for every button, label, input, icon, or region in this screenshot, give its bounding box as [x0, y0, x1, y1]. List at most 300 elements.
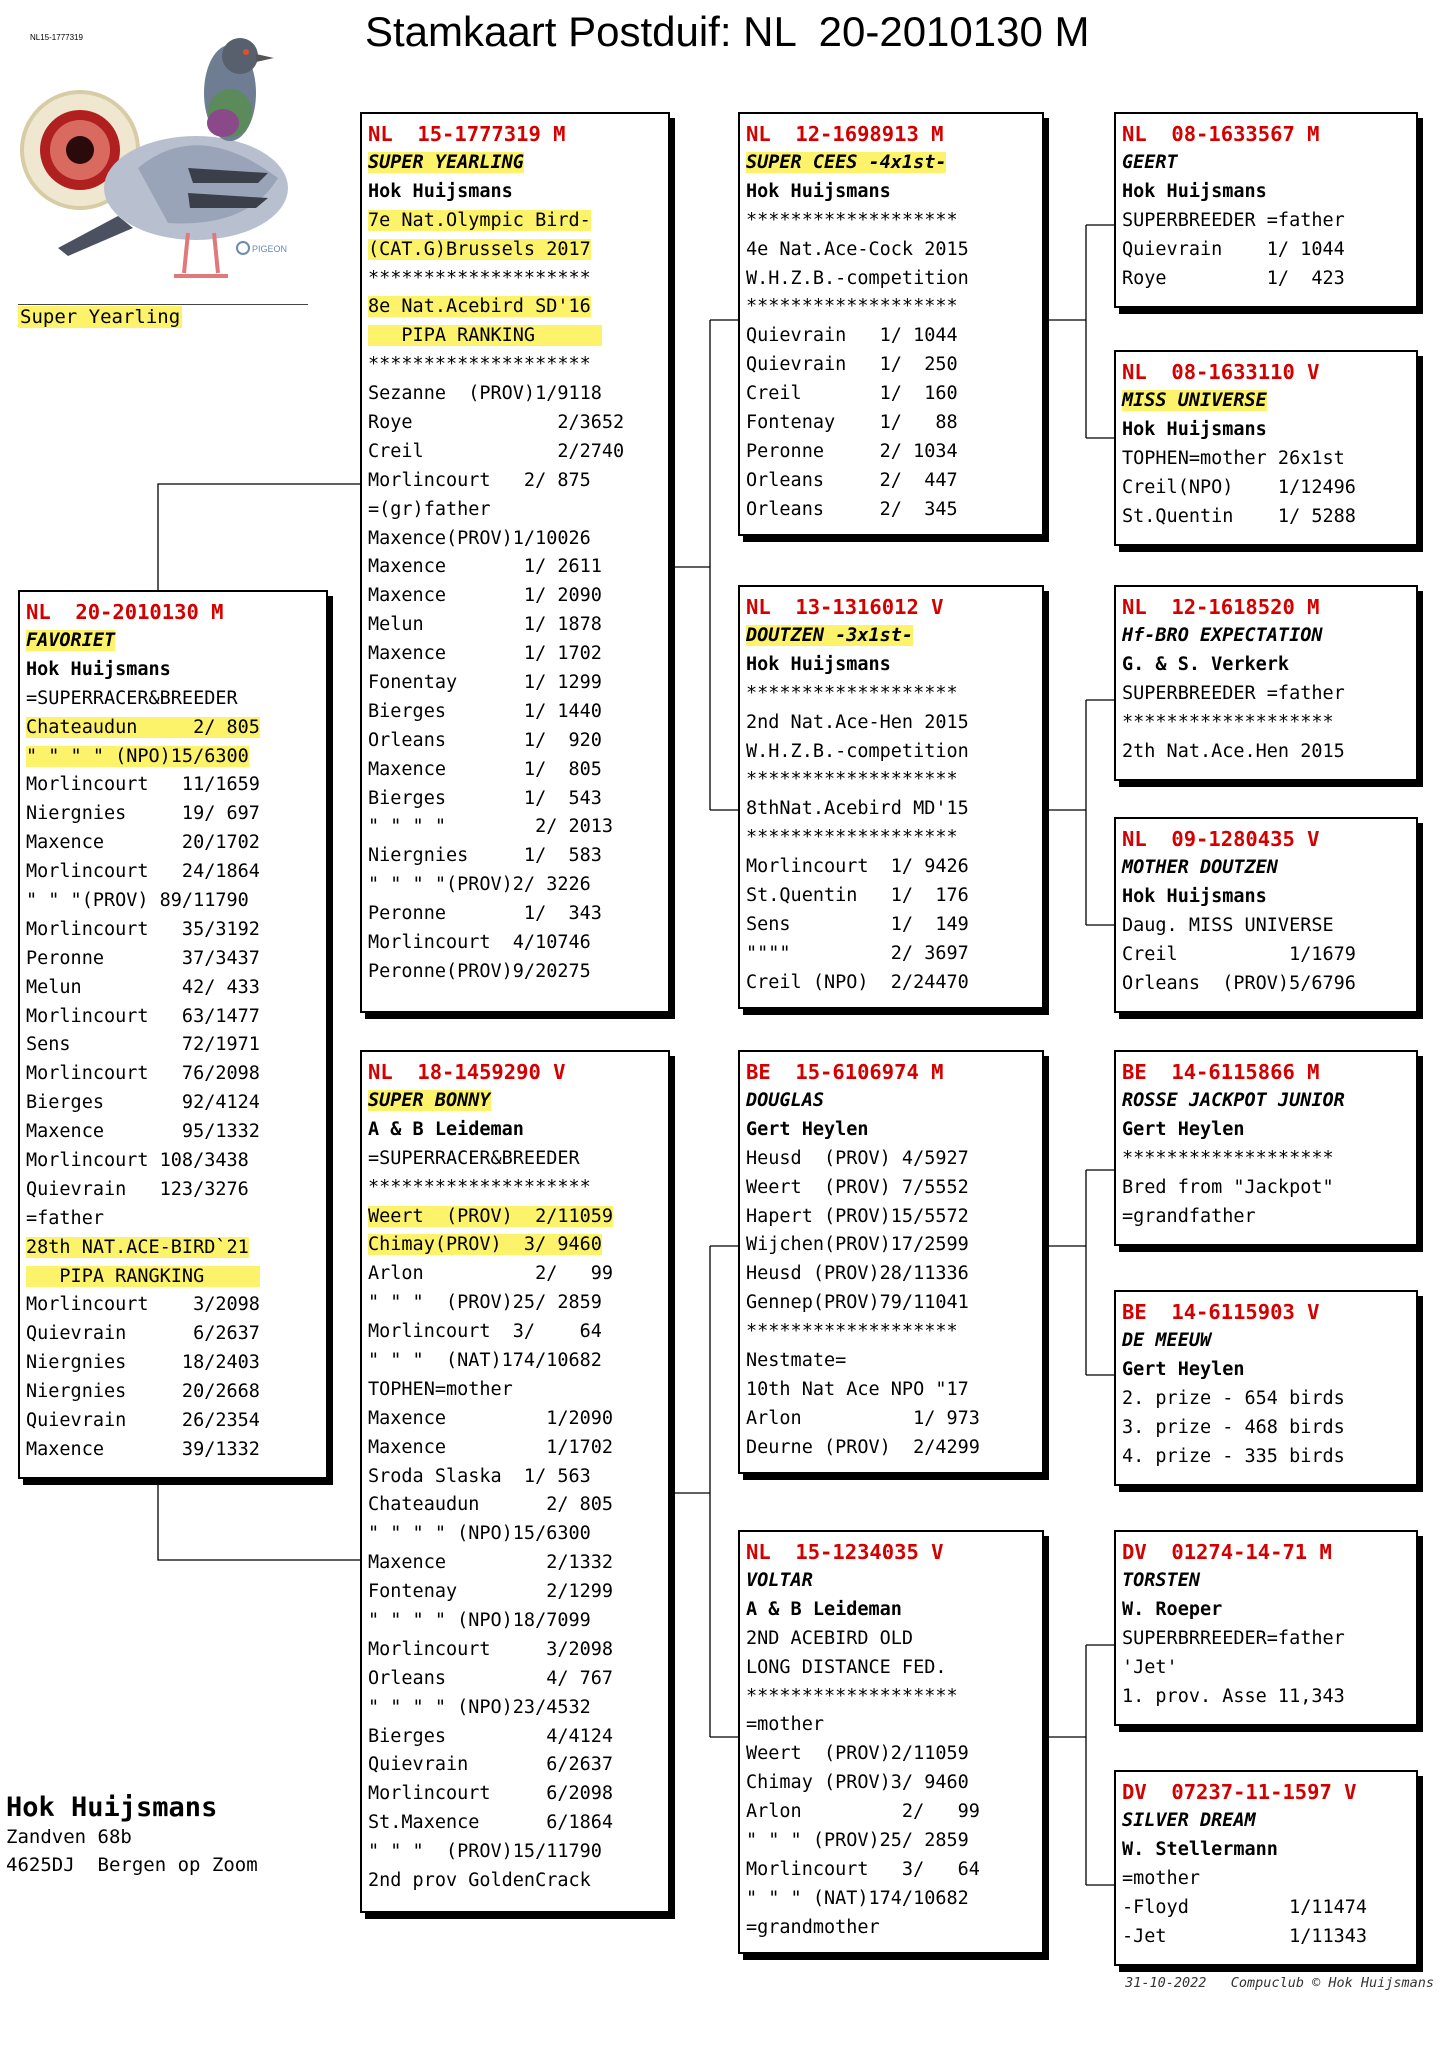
result-line: *******************: [746, 209, 958, 231]
pigeon-name: MISS UNIVERSE: [1122, 390, 1267, 411]
pigeon-name: SILVER DREAM: [1122, 1810, 1256, 1831]
result-line: Sens 1/ 149: [746, 913, 969, 935]
result-line: " " "(PROV) 89/11790: [26, 890, 249, 912]
card-line: [746, 438, 1036, 467]
result-line: Bred from "Jackpot": [1122, 1176, 1334, 1198]
ring-number: NL 08-1633567 M: [1122, 122, 1320, 146]
card-line: [368, 351, 662, 380]
card-line: [1122, 1654, 1410, 1683]
card-line: [368, 265, 662, 294]
card-line: [1122, 680, 1410, 709]
card-line: [368, 1780, 662, 1809]
card-line: [368, 438, 662, 467]
result-line: St.Quentin 1/ 5288: [1122, 505, 1356, 527]
result-line: W.H.Z.B.-competition: [746, 740, 969, 762]
card-line: [1122, 1385, 1410, 1414]
card-line: [746, 1596, 1036, 1625]
card-line: [1122, 1596, 1410, 1625]
result-line: Melun 1/ 1878: [368, 614, 602, 636]
result-line: Peronne(PROV)9/20275: [368, 960, 591, 982]
result-line: =SUPERRACER&BREEDER: [368, 1147, 580, 1169]
result-line: Orleans 4/ 767: [368, 1667, 614, 1689]
result-line: Quievrain 1/ 1044: [1122, 238, 1345, 260]
result-line: Morlincourt 108/3438: [26, 1150, 249, 1172]
result-line: TOPHEN=mother: [368, 1378, 513, 1400]
card-line: [1122, 1174, 1410, 1203]
card-lines: [1116, 149, 1416, 293]
card-mfm: [1114, 1290, 1418, 1486]
card-line: [1122, 1443, 1410, 1472]
card-line: [746, 1405, 1036, 1434]
card-line: [1122, 1203, 1410, 1232]
card-line: [1122, 1567, 1410, 1596]
result-line: (CAT.G)Brussels 2017: [368, 238, 591, 260]
owner-block: [6, 1792, 258, 1879]
card-line: [368, 1636, 662, 1665]
card-mff: [1114, 1050, 1418, 1246]
card-line: [368, 1260, 662, 1289]
card-line: [1122, 1145, 1410, 1174]
result-line: Maxence 1/ 1702: [368, 643, 602, 665]
result-line: *******************: [1122, 1147, 1334, 1169]
result-line: Chimay(PROV) 3/ 9460: [368, 1234, 602, 1256]
card-line: [368, 1289, 662, 1318]
photo-watermark: PIGEON: [252, 244, 288, 254]
result-line: Orleans 2/ 345: [746, 498, 958, 520]
result-line: 8e Nat.Acebird SD'16: [368, 296, 591, 318]
result-line: TOPHEN=mother 26x1st: [1122, 447, 1345, 469]
result-line: *******************: [746, 682, 958, 704]
card-line: [368, 1607, 662, 1636]
card-line: [368, 871, 662, 900]
card-lines: [740, 1567, 1042, 1943]
card-line: [746, 467, 1036, 496]
card-line: [746, 824, 1036, 853]
card-father: [360, 112, 670, 1013]
result-line: Fonentay 1/ 1299: [368, 672, 602, 694]
result-line: Bierges 92/4124: [26, 1092, 260, 1114]
result-line: Morlincourt 3/ 64: [746, 1858, 980, 1880]
card-line: [26, 656, 320, 685]
result-line: Creil (NPO) 2/24470: [746, 971, 969, 993]
result-line: =grandfather: [1122, 1205, 1256, 1227]
result-line: Morlincourt 1/ 9426: [746, 856, 969, 878]
card-line: [746, 1798, 1036, 1827]
card-line: [746, 1347, 1036, 1376]
card-line: [1122, 1414, 1410, 1443]
card-line: [368, 842, 662, 871]
card-line: [746, 351, 1036, 380]
card-line: [1122, 474, 1410, 503]
result-line: Weert (PROV) 7/5552: [746, 1176, 969, 1198]
card-line: [368, 1578, 662, 1607]
card-lines: [740, 622, 1042, 998]
card-line: [368, 1809, 662, 1838]
card-line: [26, 1320, 320, 1349]
pigeon-name: SUPER YEARLING: [368, 152, 524, 173]
result-line: " " " (NAT)174/10682: [368, 1350, 602, 1372]
ring-number: NL 12-1618520 M: [1122, 595, 1320, 619]
card-lines: [1116, 1087, 1416, 1231]
card-line: [746, 709, 1036, 738]
card-line: [746, 1376, 1036, 1405]
card-line: [1122, 941, 1410, 970]
result-line: ********************: [368, 354, 591, 376]
card-line: [746, 1654, 1036, 1683]
card-line: [368, 1174, 662, 1203]
card-line: [368, 380, 662, 409]
result-line: " " " (PROV)25/ 2859: [368, 1292, 602, 1314]
breeder-name: Hok Huijsmans: [1122, 180, 1267, 202]
card-line: [1122, 1356, 1410, 1385]
card-main: [18, 590, 328, 1479]
breeder-name: Hok Huijsmans: [1122, 885, 1267, 907]
card-line: [1122, 1116, 1410, 1145]
result-line: " " " " 2/ 2013: [368, 816, 614, 838]
card-line: [746, 409, 1036, 438]
result-line: Morlincourt 2/ 875: [368, 469, 591, 491]
card-line: [746, 236, 1036, 265]
card-line: [26, 1407, 320, 1436]
result-line: W.H.Z.B.-competition: [746, 267, 969, 289]
card-line: [26, 1349, 320, 1378]
card-line: [1122, 1836, 1410, 1865]
result-line: ********************: [368, 267, 591, 289]
card-line: [26, 916, 320, 945]
card-line: [746, 1769, 1036, 1798]
card-line: [746, 1856, 1036, 1885]
card-fmm: [1114, 817, 1418, 1013]
card-line: [1122, 854, 1410, 883]
result-line: LONG DISTANCE FED.: [746, 1656, 947, 1678]
pigeon-name: Hf-BRO EXPECTATION: [1122, 625, 1323, 646]
result-line: 28th NAT.ACE-BIRD`21: [26, 1236, 249, 1258]
card-line: [26, 1436, 320, 1465]
ring-number: DV 07237-11-1597 V: [1122, 1780, 1357, 1804]
card-line: [746, 1260, 1036, 1289]
ring-number: NL 15-1234035 V: [746, 1540, 944, 1564]
card-line: [368, 611, 662, 640]
result-line: 4e Nat.Ace-Cock 2015: [746, 238, 969, 260]
card-line: [1122, 1807, 1410, 1836]
card-lines: [740, 1087, 1042, 1463]
card-line: [368, 1463, 662, 1492]
result-line: Chateaudun 2/ 805: [26, 716, 260, 738]
result-line: Gennep(PROV)79/11041: [746, 1292, 969, 1314]
card-line: [746, 1827, 1036, 1856]
pigeon-name: SUPER BONNY: [368, 1090, 491, 1111]
card-lines: [1116, 622, 1416, 766]
card-line: [746, 1683, 1036, 1712]
card-line: [746, 293, 1036, 322]
card-line: [1122, 387, 1410, 416]
card-line: [746, 1289, 1036, 1318]
card-line: [26, 743, 320, 772]
card-line: [26, 974, 320, 1003]
result-line: Weert (PROV) 2/11059: [368, 1205, 614, 1227]
card-line: [1122, 970, 1410, 999]
card-line: [746, 622, 1036, 651]
result-line: -Jet 1/11343: [1122, 1925, 1368, 1947]
result-line: Quievrain 1/ 250: [746, 354, 958, 376]
result-line: 8thNat.Acebird MD'15: [746, 798, 969, 820]
card-line: [368, 1751, 662, 1780]
breeder-name: Hok Huijsmans: [368, 180, 513, 202]
card-fff: [1114, 112, 1418, 308]
pigeon-name: DOUGLAS: [746, 1090, 824, 1111]
card-mother: [360, 1050, 670, 1913]
result-line: Orleans 2/ 447: [746, 469, 958, 491]
card-line: [746, 178, 1036, 207]
result-line: Peronne 1/ 343: [368, 903, 602, 925]
result-line: " " " " (NPO)18/7099: [368, 1610, 591, 1632]
ring-number: NL 12-1698913 M: [746, 122, 944, 146]
result-line: Daug. MISS UNIVERSE: [1122, 914, 1334, 936]
result-line: Chateaudun 2/ 805: [368, 1494, 614, 1516]
card-line: [1122, 1865, 1410, 1894]
card-line: [368, 582, 662, 611]
result-line: 2th Nat.Ace.Hen 2015: [1122, 740, 1345, 762]
card-line: [26, 685, 320, 714]
card-line: [368, 525, 662, 554]
result-line: Maxence 39/1332: [26, 1438, 260, 1460]
card-ff: [738, 112, 1044, 536]
result-line: Creil 1/1679: [1122, 943, 1356, 965]
result-line: =mother: [1122, 1867, 1200, 1889]
card-line: [1122, 445, 1410, 474]
card-line: [26, 1176, 320, 1205]
result-line: """" 2/ 3697: [746, 942, 969, 964]
card-line: [1122, 738, 1410, 767]
card-mf: [738, 1050, 1044, 1474]
card-line: [746, 1711, 1036, 1740]
page-title: Stamkaart Postduif: NL 20-2010130 M: [365, 8, 1090, 55]
card-line: [368, 698, 662, 727]
result-line: Maxence 95/1332: [26, 1121, 260, 1143]
result-line: Weert (PROV)2/11059: [746, 1743, 969, 1765]
result-line: =(gr)father: [368, 498, 491, 520]
card-fm: [738, 585, 1044, 1009]
result-line: Fontenay 2/1299: [368, 1581, 614, 1603]
result-line: Quievrain 6/2637: [368, 1754, 614, 1776]
card-line: [746, 969, 1036, 998]
result-line: Heusd (PROV) 4/5927: [746, 1147, 969, 1169]
result-line: Morlincourt 76/2098: [26, 1063, 260, 1085]
result-line: Arlon 2/ 99: [368, 1263, 614, 1285]
card-lines: [1116, 1567, 1416, 1711]
card-line: [746, 380, 1036, 409]
owner-address-line2: 4625DJ Bergen op Zoom: [6, 1854, 258, 1876]
result-line: Morlincourt 4/10746: [368, 932, 591, 954]
card-line: [1122, 1087, 1410, 1116]
card-line: [368, 1087, 662, 1116]
card-line: [26, 1031, 320, 1060]
card-line: [26, 771, 320, 800]
card-lines: [362, 1087, 668, 1896]
card-line: [368, 207, 662, 236]
card-line: [1122, 503, 1410, 532]
result-line: " " " (PROV)15/11790: [368, 1841, 602, 1863]
card-line: [368, 1203, 662, 1232]
card-line: [368, 813, 662, 842]
result-line: St.Quentin 1/ 176: [746, 885, 969, 907]
result-line: Orleans (PROV)5/6796: [1122, 972, 1356, 994]
result-line: " " " (NAT)174/10682: [746, 1887, 969, 1909]
card-line: [368, 322, 662, 351]
card-line: [368, 496, 662, 525]
card-line: [746, 1567, 1036, 1596]
result-line: Morlincourt 3/ 64: [368, 1321, 602, 1343]
result-line: Morlincourt 11/1659: [26, 774, 260, 796]
result-line: " " " " (NPO)15/6300: [368, 1523, 591, 1545]
result-line: " " " "(PROV)2/ 3226: [368, 874, 591, 896]
card-line: [26, 858, 320, 887]
breeder-name: Gert Heylen: [746, 1118, 869, 1140]
card-line: [746, 680, 1036, 709]
card-line: [26, 1060, 320, 1089]
card-line: [746, 207, 1036, 236]
photo-tag: NL15-1777319: [30, 33, 83, 42]
card-line: [368, 900, 662, 929]
card-line: [26, 714, 320, 743]
ring-number: BE 14-6115866 M: [1122, 1060, 1320, 1084]
result-line: Arlon 2/ 99: [746, 1801, 980, 1823]
result-line: Chimay (PROV)3/ 9460: [746, 1772, 969, 1794]
card-line: [368, 669, 662, 698]
card-line: [368, 1520, 662, 1549]
card-line: [368, 1867, 662, 1896]
card-line: [746, 1116, 1036, 1145]
card-line: [746, 496, 1036, 525]
pigeon-name: ROSSE JACKPOT JUNIOR: [1122, 1090, 1345, 1111]
card-lines: [1116, 387, 1416, 531]
breeder-name: Hok Huijsmans: [26, 658, 171, 680]
result-line: 2. prize - 654 birds: [1122, 1387, 1345, 1409]
card-line: [1122, 1894, 1410, 1923]
card-lines: [740, 149, 1042, 525]
result-line: Nestmate=: [746, 1350, 847, 1372]
breeder-name: A & B Leideman: [368, 1118, 524, 1140]
result-line: Hapert (PROV)15/5572: [746, 1205, 969, 1227]
footer-credit: 31-10-2022 Compuclub © Hok Huijsmans: [1125, 1975, 1434, 1991]
card-line: [368, 1491, 662, 1520]
pigeon-name: TORSTEN: [1122, 1570, 1200, 1591]
result-line: ********************: [368, 1176, 591, 1198]
result-line: *******************: [746, 296, 958, 318]
result-line: Roye 1/ 423: [1122, 267, 1345, 289]
card-line: [1122, 1683, 1410, 1712]
result-line: 3. prize - 468 birds: [1122, 1416, 1345, 1438]
result-line: Maxence 1/2090: [368, 1407, 614, 1429]
result-line: Maxence(PROV)1/10026: [368, 527, 591, 549]
ring-number: NL 09-1280435 V: [1122, 827, 1320, 851]
breeder-name: W. Stellermann: [1122, 1838, 1278, 1860]
result-line: =father: [26, 1207, 104, 1229]
card-line: [746, 1740, 1036, 1769]
card-line: [368, 236, 662, 265]
card-line: [1122, 149, 1410, 178]
card-line: [26, 1378, 320, 1407]
card-line: [368, 1434, 662, 1463]
breeder-name: G. & S. Verkerk: [1122, 653, 1290, 675]
card-line: [26, 1089, 320, 1118]
card-line: [746, 1885, 1036, 1914]
card-line: [1122, 236, 1410, 265]
card-line: [746, 1145, 1036, 1174]
card-line: [368, 1318, 662, 1347]
card-line: [1122, 709, 1410, 738]
card-line: [1122, 178, 1410, 207]
result-line: *******************: [746, 1321, 958, 1343]
card-line: [368, 1231, 662, 1260]
owner-address-line1: Zandven 68b: [6, 1826, 132, 1848]
result-line: Niergnies 18/2403: [26, 1352, 260, 1374]
card-mmf: [1114, 1530, 1418, 1726]
card-line: [368, 756, 662, 785]
card-line: [1122, 1625, 1410, 1654]
ring-number: BE 14-6115903 V: [1122, 1300, 1320, 1324]
result-line: 4. prize - 335 birds: [1122, 1445, 1345, 1467]
result-line: Bierges 1/ 543: [368, 787, 602, 809]
result-line: Maxence 20/1702: [26, 832, 260, 854]
card-line: [1122, 883, 1410, 912]
pigeon-name: GEERT: [1122, 152, 1178, 173]
result-line: Peronne 2/ 1034: [746, 440, 958, 462]
card-line: [368, 929, 662, 958]
result-line: =SUPERRACER&BREEDER: [26, 687, 238, 709]
ring-number: BE 15-6106974 M: [746, 1060, 944, 1084]
pigeon-name: VOLTAR: [746, 1570, 813, 1591]
card-line: [26, 627, 320, 656]
result-line: " " " " (NPO)23/4532: [368, 1696, 591, 1718]
result-line: Sroda Slaska 1/ 563: [368, 1465, 591, 1487]
pigeon-name: FAVORIET: [26, 630, 116, 651]
result-line: Morlincourt 3/2098: [368, 1638, 614, 1660]
breeder-name: Hok Huijsmans: [746, 180, 891, 202]
card-mmm: [1114, 1770, 1418, 1966]
result-line: Roye 2/3652: [368, 412, 625, 434]
result-line: Wijchen(PROV)17/2599: [746, 1234, 969, 1256]
card-mm: [738, 1530, 1044, 1954]
result-line: 1. prov. Asse 11,343: [1122, 1685, 1345, 1707]
result-line: Quievrain 26/2354: [26, 1410, 260, 1432]
card-line: [368, 467, 662, 496]
result-line: PIPA RANKING: [368, 325, 602, 347]
result-line: St.Maxence 6/1864: [368, 1812, 614, 1834]
breeder-name: Hok Huijsmans: [746, 653, 891, 675]
card-line: [368, 640, 662, 669]
result-line: Quievrain 1/ 1044: [746, 325, 958, 347]
result-line: *******************: [1122, 711, 1334, 733]
result-line: Maxence 1/ 805: [368, 758, 602, 780]
card-lines: [1116, 1807, 1416, 1951]
result-line: 7e Nat.Olympic Bird-: [368, 209, 591, 231]
result-line: Morlincourt 6/2098: [368, 1783, 614, 1805]
result-line: Fontenay 1/ 88: [746, 412, 958, 434]
result-line: Niergnies 20/2668: [26, 1381, 260, 1403]
card-lines: [20, 627, 326, 1465]
result-line: Maxence 2/1332: [368, 1552, 614, 1574]
result-line: Morlincourt 3/2098: [26, 1294, 260, 1316]
card-line: [26, 1234, 320, 1263]
ring-number: NL 08-1633110 V: [1122, 360, 1320, 384]
card-line: [746, 1174, 1036, 1203]
pigeon-name: SUPER CEES -4x1st-: [746, 152, 947, 173]
card-line: [368, 149, 662, 178]
result-line: Deurne (PROV) 2/4299: [746, 1436, 980, 1458]
breeder-name: A & B Leideman: [746, 1598, 902, 1620]
card-line: [746, 1914, 1036, 1943]
